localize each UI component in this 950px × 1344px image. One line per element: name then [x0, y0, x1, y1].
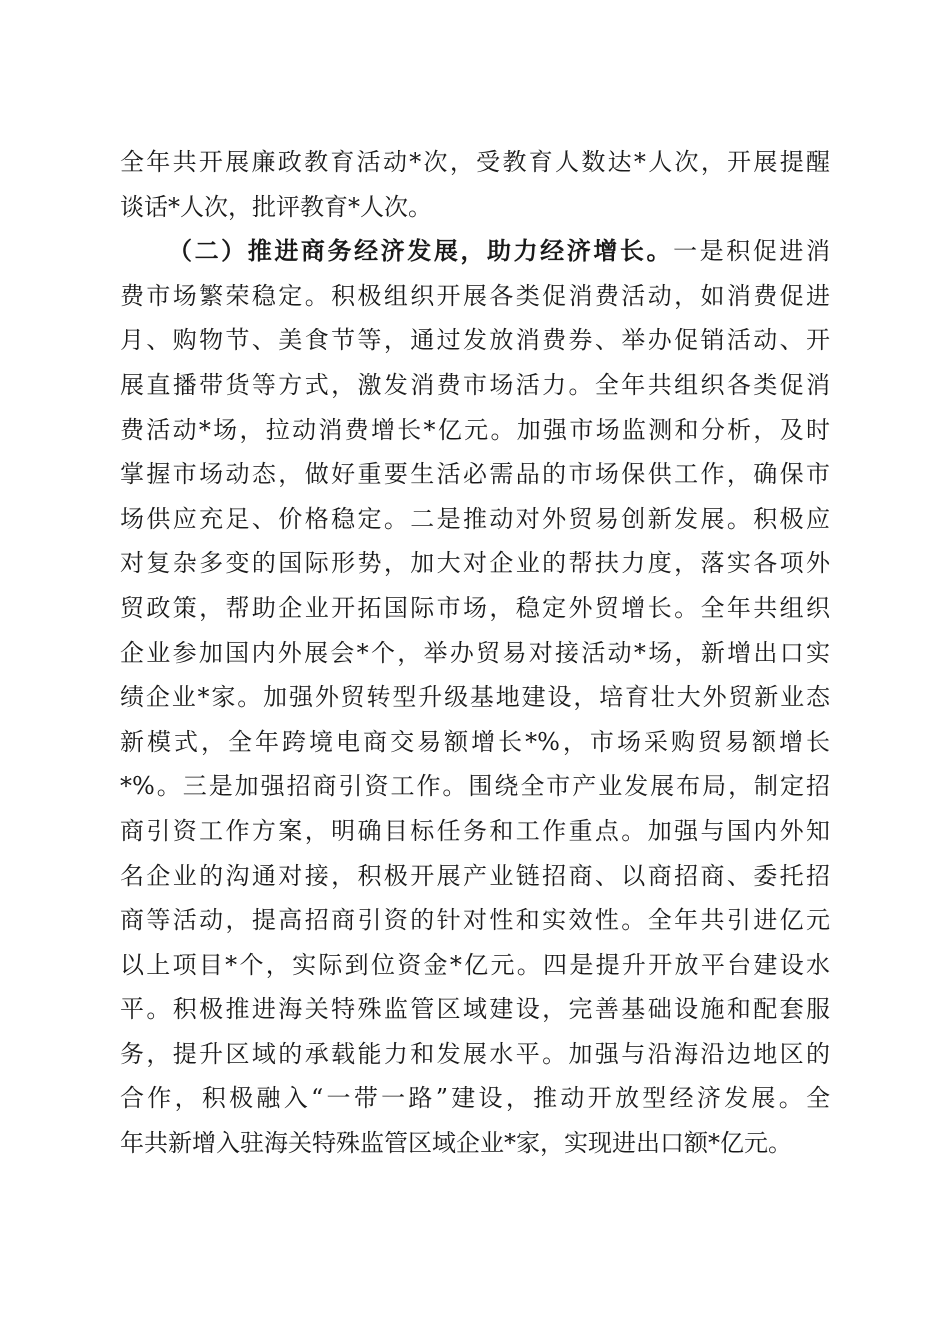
paragraph-2-first-line — [120, 229, 830, 274]
paragraph-2-line: 商等活动，提高招商引资的针对性和实效性。全年共引进亿元 — [120, 906, 830, 935]
paragraph-2-line: 商引资工作方案，明确目标任务和工作重点。加强与国内外知 — [120, 816, 830, 845]
paragraph-2-line: 名企业的沟通对接，积极开展产业链招商、以商招商、委托招 — [120, 861, 830, 890]
paragraph-2-line: 新模式，全年跨境电商交易额增长*%，市场采购贸易额增长 — [120, 727, 830, 756]
paragraph-2-line: 务，提升区域的承载能力和发展水平。加强与沿海沿边地区的 — [120, 1039, 830, 1068]
paragraph-2-line: 对复杂多变的国际形势，加大对企业的帮扶力度，落实各项外 — [120, 549, 830, 578]
paragraph-2-line: 月、购物节、美食节等，通过发放消费券、举办促销活动、开 — [120, 326, 830, 355]
paragraph-2-line: 年共新增入驻海关特殊监管区域企业*家，实现进出口额*亿元。 — [120, 1129, 792, 1158]
paragraph-2-line: 场供应充足、价格稳定。二是推动对外贸易创新发展。积极应 — [120, 504, 830, 533]
paragraph-2-line: 企业参加国内外展会*个，举办贸易对接活动*场，新增出口实 — [120, 638, 830, 667]
paragraph-2-line: 费活动*场，拉动消费增长*亿元。加强市场监测和分析，及时 — [120, 415, 830, 444]
paragraph-2-line: 掌握市场动态，做好重要生活必需品的市场保供工作，确保市 — [120, 460, 830, 489]
paragraph-2-line: *%。三是加强招商引资工作。围绕全市产业发展布局，制定招 — [120, 772, 830, 801]
paragraph-2-line: 平。积极推进海关特殊监管区域建设，完善基础设施和配套服 — [120, 995, 830, 1024]
paragraph-2-line: 费市场繁荣稳定。积极组织开展各类促消费活动，如消费促进 — [120, 281, 830, 310]
paragraph-2-line: 合作，积极融入“一带一路”建设，推动开放型经济发展。全 — [120, 1084, 830, 1113]
paragraph-2-line: 贸政策，帮助企业开拓国际市场，稳定外贸增长。全年共组织 — [120, 593, 830, 622]
paragraph-2-line: 展直播带货等方式，激发消费市场活力。全年共组织各类促消 — [120, 370, 830, 399]
section-heading: （二）推进商务经济发展，助力经济增长。 — [168, 236, 674, 266]
paragraph-1-line: 谈话*人次，批评教育*人次。 — [120, 192, 432, 221]
paragraph-2-line: 绩企业*家。加强外贸转型升级基地建设，培育壮大外贸新业态 — [120, 683, 830, 712]
paragraph-1-line: 全年共开展廉政教育活动*次，受教育人数达*人次，开展提醒 — [120, 148, 830, 176]
document-body — [120, 140, 830, 1166]
paragraph-2-line: 以上项目*个，实际到位资金*亿元。四是提升开放平台建设水 — [120, 950, 830, 979]
paragraph-2-first-line-text: 一是积促进消 — [673, 237, 831, 266]
